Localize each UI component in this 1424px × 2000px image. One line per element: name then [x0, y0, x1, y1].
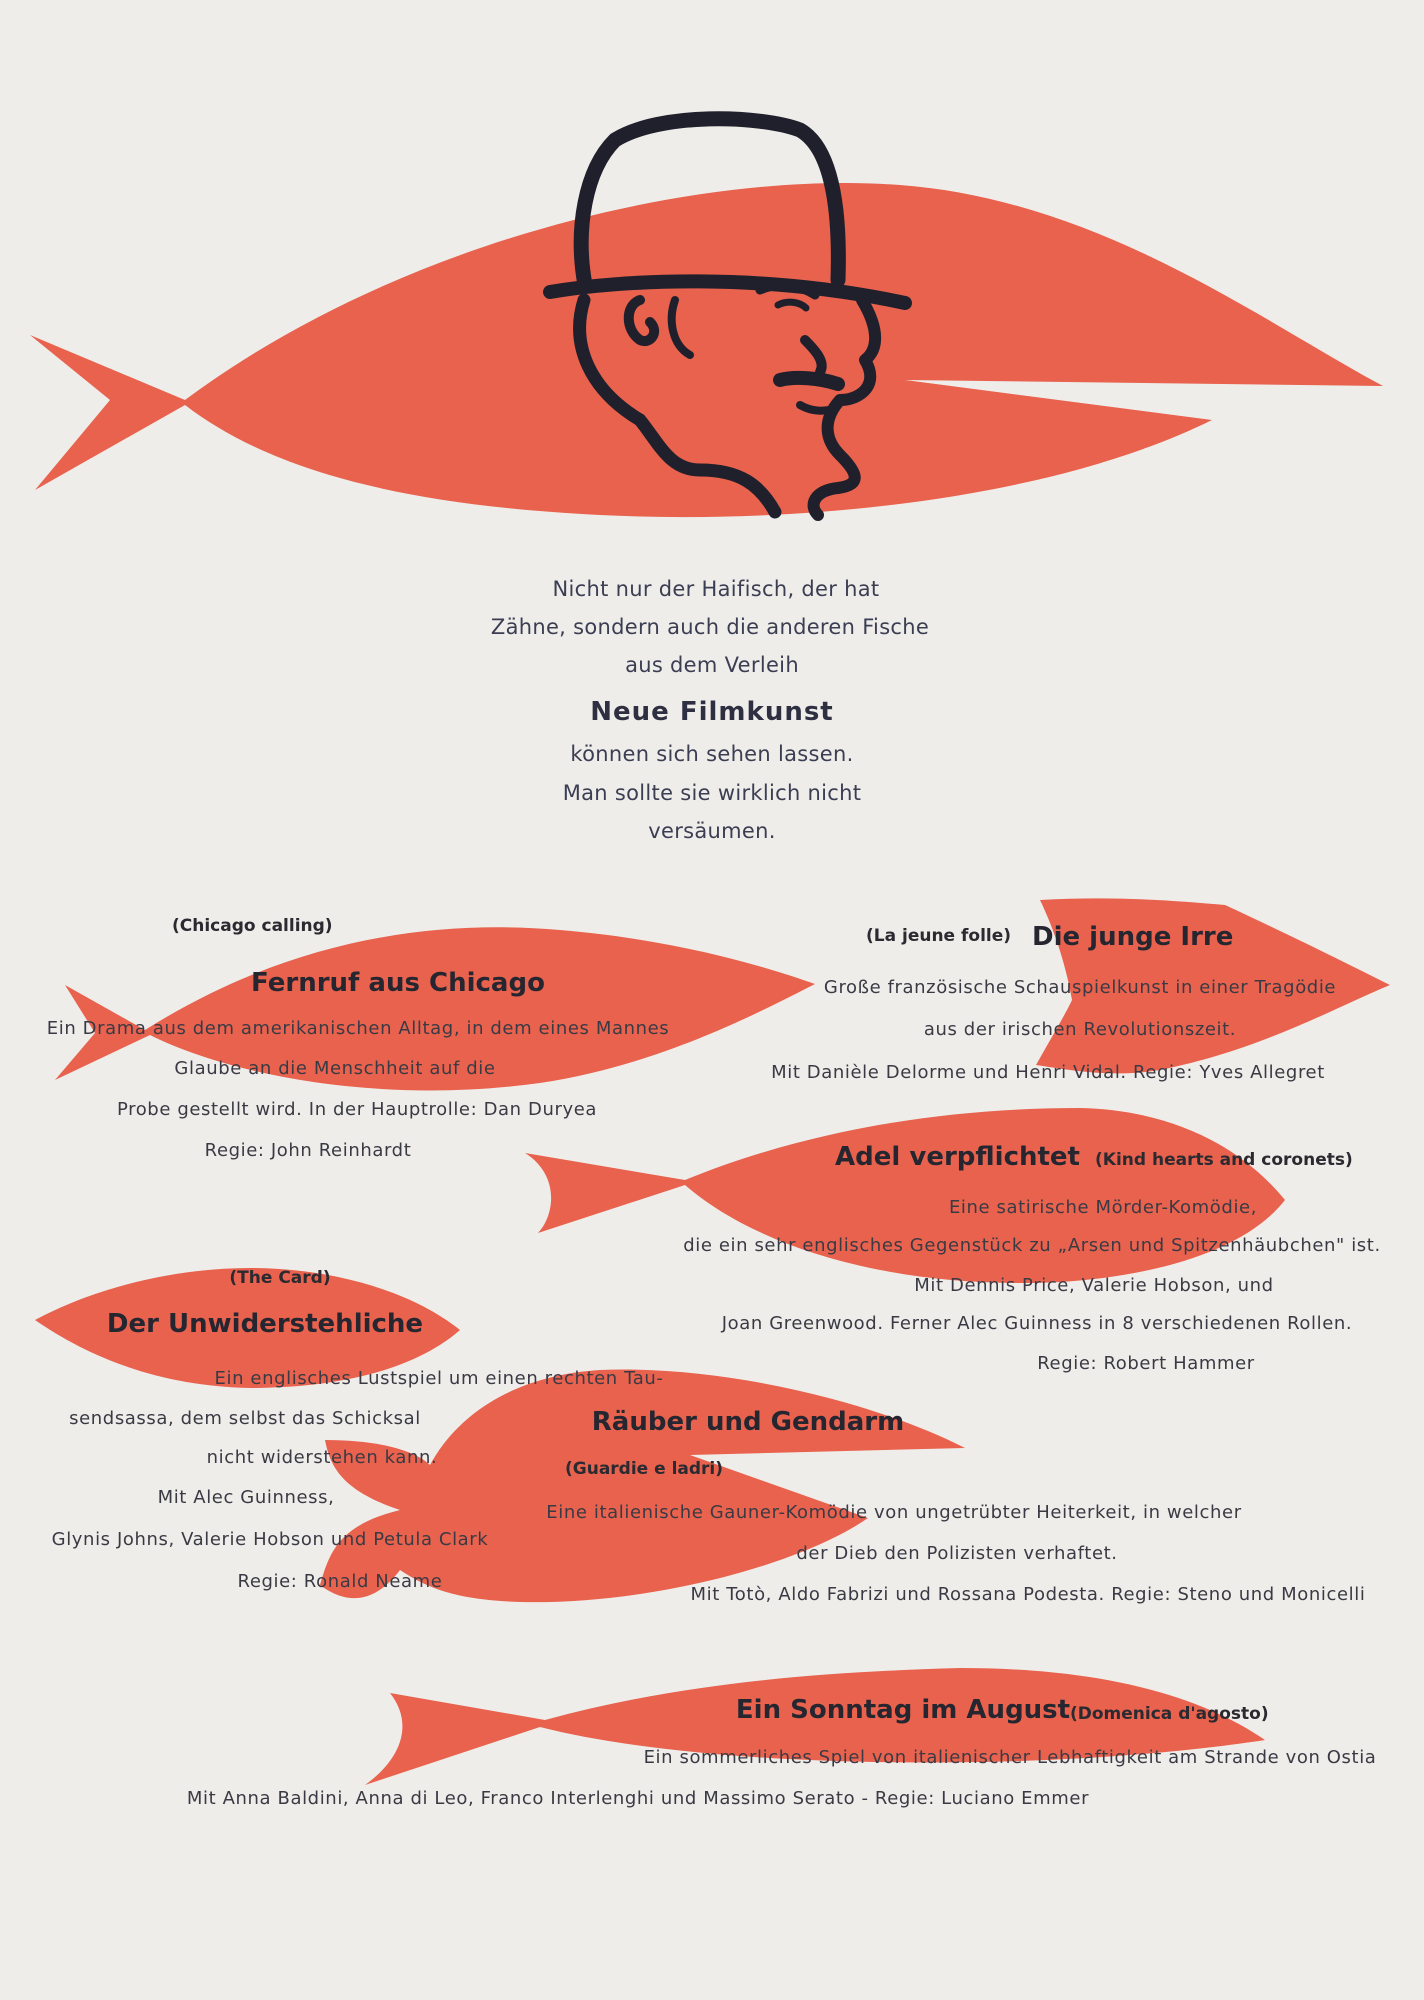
film-2-desc-2: aus der irischen Revolutionszeit.: [923, 1019, 1237, 1040]
film-5-desc-3: Mit Totò, Aldo Fabrizi und Rossana Podesta. Regie: Steno und Monicelli: [690, 1584, 1366, 1605]
film-5-title: Räuber und Gendarm: [591, 1407, 905, 1437]
film-1-original-title: (Chicago calling): [172, 916, 333, 936]
film-3-desc-4: Joan Greenwood. Ferner Alec Guinness in 8 verschiedenen Rollen.: [721, 1313, 1353, 1334]
film-6-desc-1: Ein sommerliches Spiel von italienischer Lebhaftigkeit am Strande von Ostia: [643, 1747, 1377, 1768]
film-1-desc-3: Probe gestellt wird. In der Hauptrolle: Dan Duryea: [116, 1099, 598, 1120]
film-4-desc-5: Glynis Johns, Valerie Hobson und Petula Clark: [51, 1529, 489, 1550]
film-2-title: Die junge Irre: [1032, 922, 1234, 952]
film-3-original-title: (Kind hearts and coronets): [1095, 1150, 1353, 1170]
film-4-desc-6: Regie: Ronald Neame: [237, 1571, 443, 1592]
intro-line-1: Nicht nur der Haifisch, der hat: [552, 577, 880, 601]
fish-adel-shape: [525, 1108, 1285, 1283]
film-3-desc-3: Mit Dennis Price, Valerie Hobson, und: [914, 1275, 1274, 1296]
film-4-desc-2: sendsassa, dem selbst das Schicksal: [69, 1408, 421, 1429]
film-1-title: Fernruf aus Chicago: [251, 968, 545, 998]
intro-line-2: Zähne, sondern auch die anderen Fische: [490, 615, 930, 639]
film-1-desc-4: Regie: John Reinhardt: [204, 1140, 412, 1161]
intro-closing-3: versäumen.: [648, 819, 776, 843]
film-6-title: Ein Sonntag im August: [735, 1695, 1071, 1725]
film-5-desc-2: der Dieb den Polizisten verhaftet.: [796, 1543, 1118, 1564]
film-2-original-title: (La jeune folle): [866, 926, 1012, 946]
film-6-original-title: (Domenica d'agosto): [1070, 1704, 1269, 1724]
intro-line-3: aus dem Verleih: [625, 653, 799, 677]
film-3-desc-1: Eine satirische Mörder-Komödie,: [948, 1197, 1258, 1218]
film-3-title: Adel verpflichtet: [835, 1142, 1080, 1172]
film-1-desc-1: Ein Drama aus dem amerikanischen Alltag, in dem eines Mannes: [46, 1018, 670, 1039]
film-6-desc-2: Mit Anna Baldini, Anna di Leo, Franco Interlenghi und Massimo Serato - Regie: Luciano Emmer: [186, 1788, 1090, 1809]
film-2-desc-3: Mit Danièle Delorme und Henri Vidal. Regie: Yves Allegret: [771, 1062, 1325, 1083]
film-4-original-title: (The Card): [229, 1268, 331, 1288]
film-3-desc-2: die ein sehr englisches Gegenstück zu „Arsen und Spitzenhäubchen" ist.: [683, 1235, 1381, 1256]
film-4-desc-4: Mit Alec Guinness,: [157, 1487, 335, 1508]
film-4-title: Der Unwiderstehliche: [106, 1309, 424, 1339]
film-2-desc-1: Große französische Schauspielkunst in einer Tragödie: [823, 977, 1337, 998]
film-5-desc-1: Eine italienische Gauner-Komödie von ungetrübter Heiterkeit, in welcher: [546, 1502, 1242, 1523]
film-5-original-title: (Guardie e ladri): [565, 1459, 724, 1479]
intro-closing-1: können sich sehen lassen.: [570, 742, 854, 766]
fish-raeuber-shape: [320, 1370, 965, 1603]
distributor-name: Neue Filmkunst: [590, 697, 834, 727]
film-3-desc-5: Regie: Robert Hammer: [1037, 1353, 1255, 1374]
film-1-desc-2: Glaube an die Menschheit auf die: [174, 1058, 496, 1079]
film-4-desc-3: nicht widerstehen kann.: [206, 1447, 438, 1468]
intro-closing-2: Man sollte sie wirklich nicht: [562, 781, 862, 805]
film-4-desc-1: Ein englisches Lustspiel um einen rechten Tau-: [214, 1368, 664, 1389]
